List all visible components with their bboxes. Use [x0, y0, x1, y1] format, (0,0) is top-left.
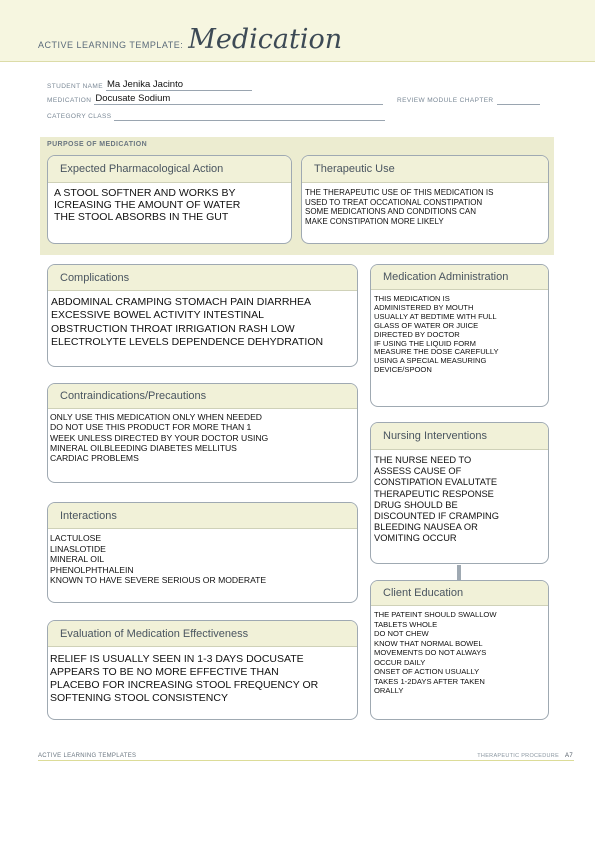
category-class-field: [47, 110, 385, 121]
complications-heading: Complications: [48, 265, 357, 291]
review-module-field: [397, 94, 540, 105]
client-education-body[interactable]: THE PATEINT SHOULD SWALLOW TABLETS WHOLE DO NOT CHEW KNOW THAT NORMAL BOWEL MOVEMENTS DO NOT ALWAYS OCCUR DAILY ONSET OF ACTION USUALLY TAKES 1-2DAYS AFTER TAKEN ORALLY: [374, 610, 497, 695]
review-module-value[interactable]: [497, 94, 540, 105]
medication-administration-box: [370, 264, 549, 407]
contraindications-heading: Contraindications/Precautions: [48, 384, 357, 409]
student-name-field: [47, 80, 252, 91]
connector-line: [457, 565, 461, 580]
evaluation-body[interactable]: RELIEF IS USUALLY SEEN IN 1-3 DAYS DOCUSATE APPEARS TO BE NO MORE EFFECTIVE THAN PLACEBO FOR INCREASING STOOL FREQUENCY OR SOFTENING STOOL CONSISTENCY: [50, 653, 319, 704]
therapeutic-use-box: [301, 155, 549, 244]
nursing-interventions-box: [370, 422, 549, 564]
medication-administration-heading: Medication Administration: [371, 265, 548, 290]
category-class-label: CATEGORY CLASS: [47, 113, 112, 120]
template-prefix: ACTIVE LEARNING TEMPLATE:: [38, 40, 184, 50]
client-education-box: [370, 580, 549, 720]
medication-value[interactable]: Docusate Sodium: [94, 94, 383, 105]
medication-label: MEDICATION: [47, 97, 92, 104]
review-module-label: REVIEW MODULE CHAPTER: [397, 97, 494, 104]
expected-action-box: [47, 155, 292, 244]
interactions-box: [47, 502, 358, 603]
category-class-value[interactable]: [114, 110, 385, 121]
contraindications-box: [47, 383, 358, 483]
contraindications-body[interactable]: ONLY USE THIS MEDICATION ONLY WHEN NEEDED DO NOT USE THIS PRODUCT FOR MORE THAN 1 WEEK UNLESS DIRECTED BY YOUR DOCTOR USING MINERAL OILBLEEDING DIABETES MELLITUS CARDIAC PROBLEMS: [50, 412, 269, 464]
student-name-value[interactable]: Ma Jenika Jacinto: [106, 80, 252, 91]
medication-field: [47, 94, 383, 105]
footer-divider: [38, 760, 574, 761]
nursing-interventions-body[interactable]: THE NURSE NEED TO ASSESS CAUSE OF CONSTIPATION EVALUTATE THERAPEUTIC RESPONSE DRUG SHOULD BE DISCOUNTED IF CRAMPING BLEEDING NAUSEA OR VOMITING OCCUR: [374, 455, 499, 544]
complications-box: [47, 264, 358, 367]
complications-body[interactable]: ABDOMINAL CRAMPING STOMACH PAIN DIARRHEA EXCESSIVE BOWEL ACTIVITY INTESTINAL OBSTRUCTION THROAT IRRIGATION RASH LOW ELECTROLYTE LEVELS DEPENDENCE DEHYDRATION: [51, 296, 324, 349]
footer-right: [477, 753, 573, 759]
therapeutic-use-body[interactable]: THE THERAPEUTIC USE OF THIS MEDICATION IS USED TO TREAT OCCATIONAL CONSTIPATION SOME MEDICATIONS AND CONDITIONS CAN MAKE CONSTIPATION MORE LIKELY: [305, 188, 494, 227]
medication-administration-body[interactable]: THIS MEDICATION IS ADMINISTERED BY MOUTH USUALLY AT BEDTIME WITH FULL GLASS OF WATER OR JUICE DIRECTED BY DOCTOR IF USING THE LIQUID FORM MEASURE THE DOSE CAREFULLY USING A SPECIAL MEASURING DEVICE/SPOON: [374, 294, 499, 375]
client-education-heading: Client Education: [371, 581, 548, 606]
expected-action-heading: Expected Pharmacological Action: [48, 156, 291, 183]
evaluation-box: [47, 620, 358, 720]
student-name-label: STUDENT NAME: [47, 83, 103, 90]
nursing-interventions-heading: Nursing Interventions: [371, 423, 548, 450]
interactions-heading: Interactions: [48, 503, 357, 529]
purpose-label: PURPOSE OF MEDICATION: [47, 141, 148, 148]
template-title: Medication: [188, 24, 343, 55]
expected-action-body[interactable]: A STOOL SOFTNER AND WORKS BY ICREASING THE AMOUNT OF WATER THE STOOL ABSORBS IN THE GUT: [54, 187, 241, 223]
footer-right-text: THERAPEUTIC PROCEDURE: [477, 753, 560, 759]
page-title: [38, 24, 342, 55]
footer-page-number: A7: [565, 753, 573, 759]
footer-left-text: ACTIVE LEARNING TEMPLATES: [38, 753, 137, 759]
therapeutic-use-heading: Therapeutic Use: [302, 156, 548, 183]
interactions-body[interactable]: LACTULOSE LINASLOTIDE MINERAL OIL PHENOLPHTHALEIN KNOWN TO HAVE SEVERE SERIOUS OR MODERATE: [50, 533, 267, 585]
evaluation-heading: Evaluation of Medication Effectiveness: [48, 621, 357, 647]
